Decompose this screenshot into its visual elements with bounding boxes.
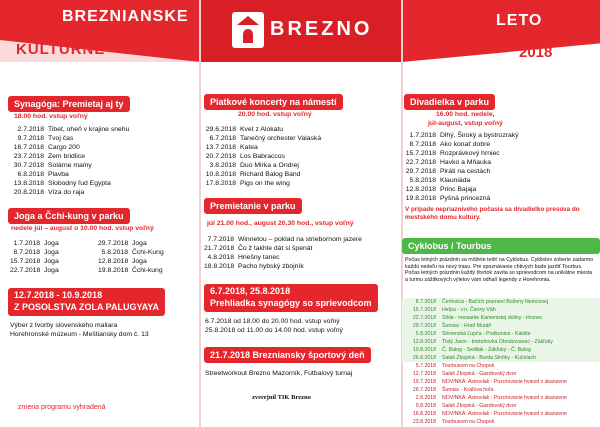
- list-item: 3.8.2018 Duo Mirka a Ondrej: [209, 162, 299, 169]
- zmena-note: zmena programu vyhradená: [18, 404, 106, 411]
- list-item: 1.7.2018 Dlhý, Široký a bystrozraký: [409, 132, 519, 139]
- list-item: 23.7.2018 Zem bridlice: [13, 153, 86, 160]
- list-item: 19.8.2018 Pyšná princezná: [405, 195, 491, 202]
- list-item: 22.7.2018 Joga: [10, 267, 59, 274]
- cyklobus-intro: Počas letných prázdnin sa môžete tešiť na Cyklobus. Cyklistov zoberie zadarmo každú nedeľu na nový trasu. Pre spoznávanie chtivých bude jazdiť Tourbus. Počas letných prázdnin každý štvrtok zavíta so sprievodcom na unikátne miesta a turmu zážitkových výletov vám odhalí legendy z Horehronia.: [405, 257, 594, 283]
- list-item: 18.8.2018 Pacho hybský zbojník: [204, 263, 304, 270]
- divadielka-time2: júl-august, vstup voľný: [428, 120, 503, 127]
- piatkove-time: 20.00 hod. vstup voľný: [238, 111, 312, 118]
- list-item: 12.8.2018 Princ Bajaja: [405, 186, 477, 193]
- table-row: 26.7.2018 Šumiac - Kráľova hoľa: [412, 387, 494, 393]
- list-item: 17.8.2018 Pigs on the wing: [205, 180, 290, 187]
- synagoga-header: Synagóga: Premietaj aj ty: [8, 96, 130, 112]
- table-row: 9.8.2018 Salaš Zbojská - Gazdovský dvor: [415, 403, 517, 409]
- list-item: 29.7.2018 Piráti na cestách: [405, 168, 491, 175]
- logo-text: BREZNO: [270, 18, 373, 40]
- divadielka-note: V prípade nepriaznivého počasia sa divadielko presúva do mestského domu kultúry.: [405, 206, 580, 221]
- list-item: 4.8.2018 Hriešny tanec: [207, 254, 280, 261]
- prehliadka-line1: 6.7.2018 od 18.00 do 20.00 hod. vstup voľný: [205, 318, 340, 325]
- list-item: 29.6.2018 Kvet z Alokatu: [205, 126, 284, 133]
- cyklobus-header: Cyklobus / Tourbus: [402, 238, 600, 254]
- list-item: 6.8.2018 Plavba: [17, 171, 69, 178]
- list-item: 9.7.2018 Tvoj čas: [17, 135, 74, 142]
- prehliadka-title: Prehliadka synagógy so sprievodcom: [210, 298, 372, 308]
- logo-door-icon: [243, 29, 253, 43]
- divadielka-time1: 16.00 hod. nedele,: [436, 111, 495, 118]
- piatkove-header: Piatkové koncerty na námestí: [204, 94, 343, 110]
- table-row: 16.8.2018 NOVINKA: Astrovlak - Pozorovanie hviezd v skanzene: [412, 411, 567, 417]
- header-band-right: [402, 0, 600, 62]
- list-item: 30.7.2018 Solárne mamy: [13, 162, 92, 169]
- table-row: 8.7.2018 Čertovica - Bačích pramení Boženy Nemcovej: [402, 298, 600, 306]
- prehliadka-header: [204, 284, 378, 312]
- table-row: 26.8.2018 Salaš Zbojská - Burda Slnôky - Kučelach: [402, 354, 600, 362]
- list-item: 29.7.2018 Joga: [98, 240, 147, 247]
- header-title-brezn: BREZNIANSKE: [62, 8, 189, 25]
- list-item: 15.7.2018 Rozprávkový hrniec: [405, 150, 500, 157]
- list-item: 12.8.2018 Joga: [98, 258, 147, 265]
- list-item: 5.8.2018 Čchi-Kung: [101, 249, 164, 256]
- synagoga-time: 18.00 hod. vstup voľný: [14, 113, 88, 120]
- table-row: 12.8.2018 Tlstý Javor - breteňovka Obrubovanec - Zákľuky: [402, 338, 600, 346]
- table-row: 12.7.2018 Salaš Zbojská - Gazdovský dvor: [412, 371, 517, 377]
- table-row: 23.8.2018 Tourbusom na Chopok: [412, 419, 495, 425]
- divadielka-header: Divadielka v parku: [404, 94, 495, 110]
- vystava-line2: Horehronské múzeum - Meštiansky dom č. 13: [10, 331, 149, 338]
- list-item: 7.7.2018 Winnetou – poklad na striebornom jazere: [207, 236, 362, 243]
- prehliadka-dates: 6.7.2018, 25.8.2018: [210, 286, 291, 296]
- list-item: 20.8.2018 Víza do raja: [13, 189, 85, 196]
- list-item: 2.7.2018 Tibet, oheň v krajine snehu: [17, 126, 130, 133]
- table-row: 5.7.2018 Tourbusom na Chopok: [415, 363, 495, 369]
- vystava-title: Z POSOLSTVA ZOLA PALUGYAYA: [14, 302, 160, 312]
- table-row: 22.7.2018 Sihla - mesiarke Kamenistej doliny - Hronec: [402, 314, 600, 322]
- table-row: 29.7.2018 Šumiac - Hrad Muráň: [402, 322, 600, 330]
- list-item: 10.8.2018 Richard Balog Band: [205, 171, 301, 178]
- list-item: 15.7.2018 Joga: [10, 258, 59, 265]
- list-item: 22.7.2018 Havko a Mňauka: [405, 159, 492, 166]
- prehliadka-line2: 25.8.2018 od 11.00 do 14.00 hod. vstup voľný: [205, 327, 343, 334]
- vystava-line1: Výber z tvorby slovenského maliara: [10, 322, 118, 329]
- list-item: 16.7.2018 Cargo 200: [13, 144, 80, 151]
- list-item: 8.7.2018 Joga: [13, 249, 59, 256]
- sport-line: Streetworkout Brezno Mazorník, Futbalový turnaj: [205, 370, 353, 377]
- vystava-header: [8, 288, 165, 316]
- logo-roof-icon: [237, 16, 259, 25]
- fold-line-left: [199, 0, 201, 427]
- premietanie-time: júl 21.00 hod., august 20.30 hod., vstup voľný: [207, 220, 354, 227]
- list-item: 19.8.2018 Čchi-kung: [98, 267, 163, 274]
- list-item: 8.7.2018 Ako konať dobre: [409, 141, 491, 148]
- header-title-kulturne: KULTÚRNE: [16, 41, 106, 58]
- header-year: 2018: [519, 44, 553, 61]
- table-row: 15.7.2018 Heľpa - v.n. Čierny Váh: [402, 306, 600, 314]
- list-item: 13.7.2018 Katea: [205, 144, 258, 151]
- vystava-dates: 12.7.2018 - 10.9.2018: [14, 290, 103, 300]
- list-item: 1.7.2018 Joga: [13, 240, 59, 247]
- table-row: 5.8.2018 Slovenská Ľupča - Podkonice - Kalište: [402, 330, 600, 338]
- list-item: 21.7.2018 Čo ž takhle dát si špenát: [204, 245, 313, 252]
- joga-time: nedele júl – august o 10.00 hod. vstup voľný: [11, 225, 154, 232]
- list-item: 20.7.2018 Los Babraccos: [205, 153, 285, 160]
- list-item: 13.8.2018 Slobodný ľud Egypta: [13, 180, 111, 187]
- table-row: 2.8.2018 NOVINKA: Astrovlak - Pozorovanie hviezd v skanzene: [415, 395, 567, 401]
- premietanie-header: Premietanie v parku: [204, 198, 302, 214]
- table-row: 19.8.2018 Č. Balog - Sedliak - Zákľuky - Č. Balog: [402, 346, 600, 354]
- table-row: 19.7.2018 NOVINKA: Astrovlak - Pozorovanie hviezd v skanzene: [412, 379, 567, 385]
- list-item: 6.7.2018 Tanečný orchester Valaská: [209, 135, 322, 142]
- header-title-leto: LETO: [496, 12, 543, 29]
- sport-header: 21.7.2018 Brezniansky športový deň: [204, 347, 371, 363]
- footer-publisher: zverejnil TIK Brezno: [252, 394, 311, 401]
- list-item: 5.8.2018 Klauniáda: [409, 177, 471, 184]
- joga-header: Joga a Čchi-kung v parku: [8, 208, 130, 224]
